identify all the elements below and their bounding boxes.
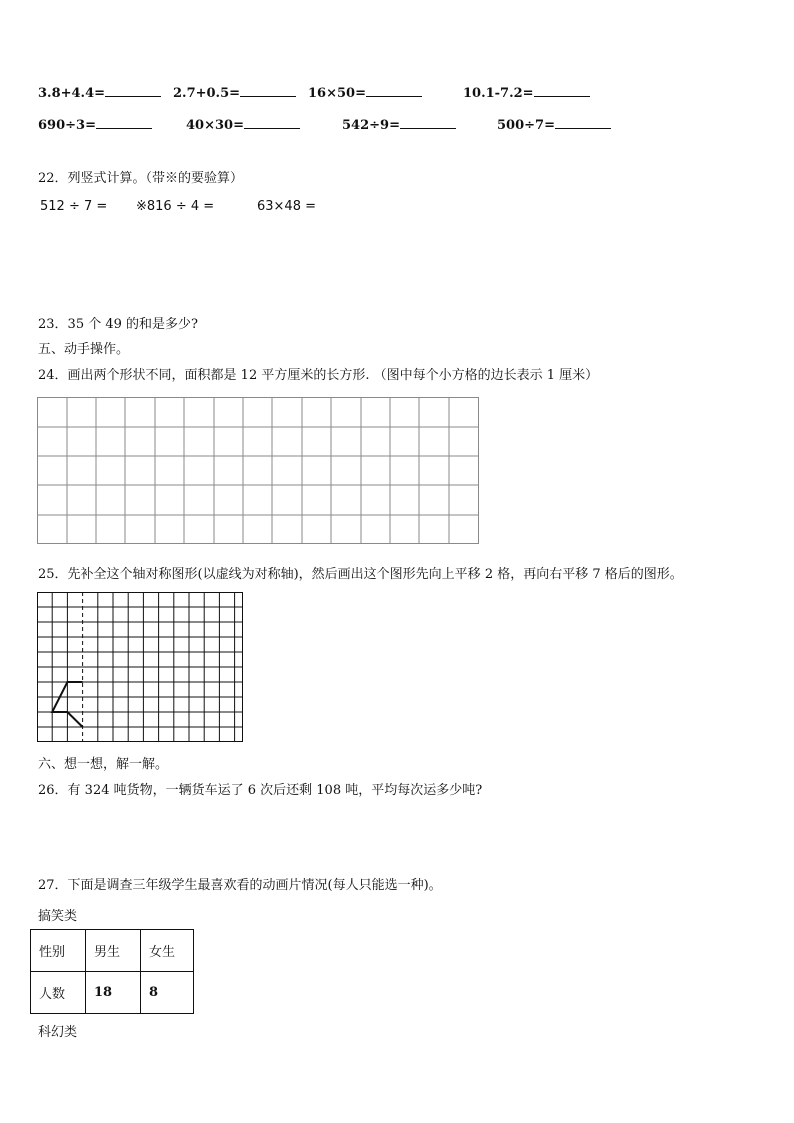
calc-item: [186, 116, 300, 133]
calc-expr: 3.8+4.4=: [38, 86, 106, 101]
calc-expr: 500÷7=: [497, 118, 555, 133]
answer-blank[interactable]: [244, 116, 300, 129]
question-24-title: 24．画出两个形状不同，面积都是 12 平方厘米的长方形. （图中每个小方格的边长表示 1 厘米）: [38, 368, 599, 383]
question-26-title: 26．有 324 吨货物，一辆货车运了 6 次后还剩 108 吨，平均每次运多少吨?: [38, 783, 483, 798]
calc-item: [497, 116, 611, 133]
answer-blank[interactable]: [96, 116, 152, 129]
answer-blank[interactable]: [366, 84, 422, 97]
answer-blank[interactable]: [105, 84, 161, 97]
calc-expr: 2.7+0.5=: [173, 86, 241, 101]
answer-blank[interactable]: [240, 84, 296, 97]
table-cell: 18: [86, 972, 141, 1014]
calc-item: [38, 116, 152, 133]
calc-expr: 16×50=: [308, 86, 366, 101]
question-25-title: 25．先补全这个轴对称图形(以虚线为对称轴)，然后画出这个图形先向上平移 2 格，再向右平移 7 格后的图形。: [38, 567, 683, 582]
table-row: [31, 972, 194, 1014]
question-27-title: 27．下面是调查三年级学生最喜欢看的动画片情况(每人只能选一种)。: [38, 878, 442, 893]
vertical-calc-item: 512 ÷ 7 =: [40, 199, 108, 214]
category-label: 搞笑类: [38, 909, 78, 924]
category-label: 科幻类: [38, 1025, 78, 1040]
section-5-heading: 五、动手操作。: [38, 342, 130, 357]
vertical-calc-item: ※816 ÷ 4 =: [136, 199, 215, 214]
table-row: [31, 930, 194, 972]
calc-item: [463, 84, 590, 101]
calc-expr: 542÷9=: [342, 118, 400, 133]
answer-blank[interactable]: [555, 116, 611, 129]
answer-blank[interactable]: [400, 116, 456, 129]
section-6-heading: 六、想一想，解一解。: [38, 757, 169, 772]
calc-item: [342, 116, 456, 133]
answer-blank[interactable]: [534, 84, 590, 97]
square-grid-q25[interactable]: [37, 592, 245, 744]
table-header-cell: 性别: [31, 930, 86, 972]
table-header-cell: 女生: [141, 930, 194, 972]
calc-item: [173, 84, 296, 101]
vertical-calc-item: 63×48 =: [257, 199, 317, 214]
table-header-cell: 男生: [86, 930, 141, 972]
calc-item: [38, 84, 161, 101]
table-row-label: 人数: [31, 972, 86, 1014]
calc-expr: 690÷3=: [38, 118, 96, 133]
calc-expr: 40×30=: [186, 118, 244, 133]
table-cell: 8: [141, 972, 194, 1014]
survey-table: [30, 929, 194, 1014]
question-22-title: 22．列竖式计算。（带※的要验算）: [38, 171, 244, 186]
calc-expr: 10.1-7.2=: [463, 86, 534, 101]
calc-item: [308, 84, 422, 101]
question-23-title: 23．35 个 49 的和是多少?: [38, 317, 198, 332]
square-grid-q24[interactable]: [37, 397, 481, 545]
